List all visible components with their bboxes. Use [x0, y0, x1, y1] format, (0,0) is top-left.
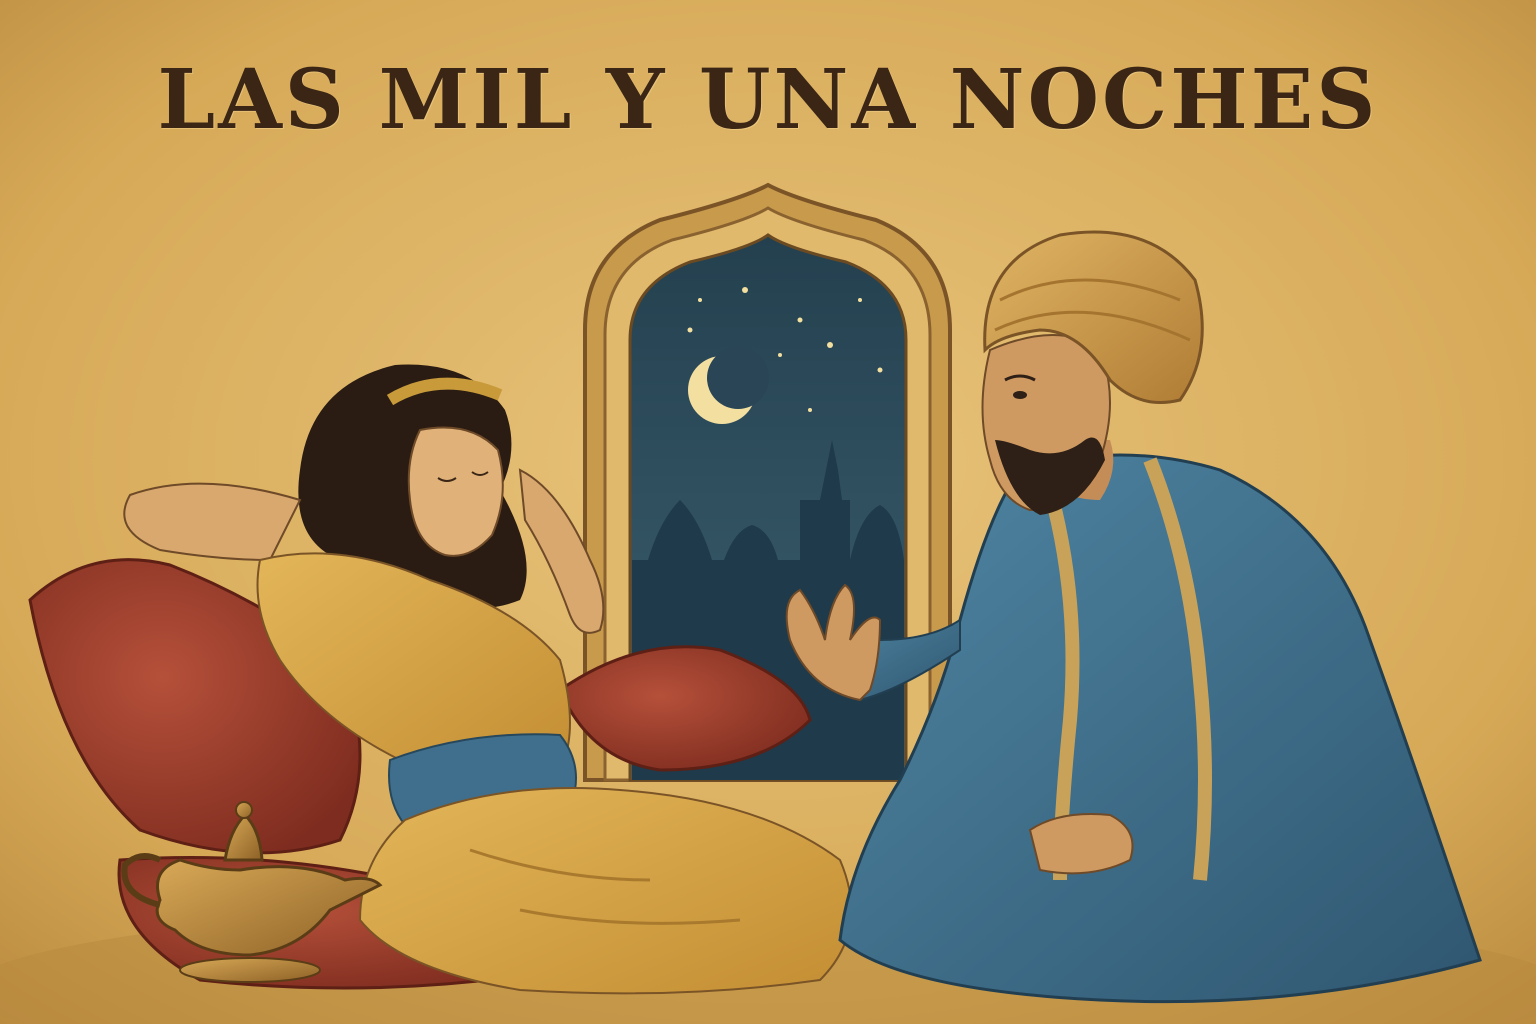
page-title: LAS MIL Y UNA NOCHES — [157, 52, 1379, 148]
